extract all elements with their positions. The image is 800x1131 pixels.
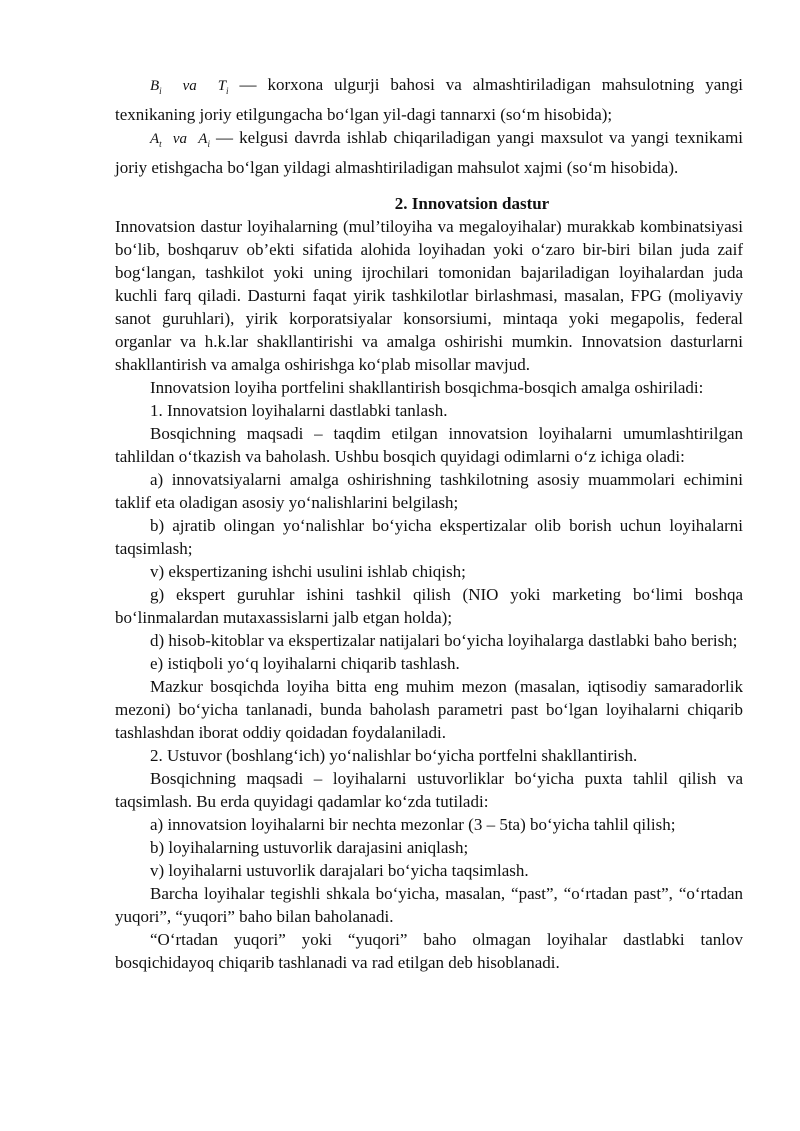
paragraph: Mazkur bosqichda loyiha bitta eng muhim mezon (masalan, iqtisodiy samaradorlik mezoni) bo‘yicha tanlanadi, bunda baholash parametri past bo‘lgan loyihalarni chiqarib tashlashdan iborat oddiy qoidadan foydalaniladi.: [115, 677, 743, 742]
list-item: v) loyihalarni ustuvorlik darajalari bo‘yicha taqsimlash.: [150, 861, 529, 880]
step-heading: 1. Innovatsion loyihalarni dastlabki tanlash.: [150, 401, 448, 420]
paragraph: Bosqichning maqsadi – taqdim etilgan innovatsion loyihalarni umumlashtirilgan tahlildan o‘tkazish va baholash. Ushbu bosqich quyidagi odimlarni o‘z ichiga oladi:: [115, 424, 743, 466]
list-item: e) istiqboli yo‘q loyihalarni chiqarib tashlash.: [150, 654, 460, 673]
section-heading: 2. Innovatsion dastur: [394, 194, 550, 213]
list-item: b) loyihalarning ustuvorlik darajasini aniqlash;: [150, 838, 469, 857]
list-item: a) innovatsiyalarni amalga oshirishning tashkilotning asosiy muammolari echimini taklif eta oladigan asosiy yo‘nalishlarini belgilash;: [115, 470, 743, 512]
paragraph: Innovatsion loyiha portfelini shakllantirish bosqichma-bosqich amalga oshiriladi:: [150, 378, 704, 397]
definition-text: — korxona ulgurji bahosi va almashtiriladigan mahsulotning yangi texnikaning joriy etilgungacha bo‘lgan yil-dagi tannarxi (so‘m hisobida);: [115, 75, 744, 124]
formula-symbol: $B_i$ va $T_i$: [150, 78, 229, 96]
list-item: g) ekspert guruhlar ishini tashkil qilish (NIO yoki marketing bo‘limi boshqa bo‘linmalardan mutaxassislarni jalb etgan holda);: [115, 585, 743, 627]
paragraph: Barcha loyihalar tegishli shkala bo‘yicha, masalan, “past”, “o‘rtadan past”, “o‘rtadan yuqori”, “yuqori” baho bilan baholanadi.: [115, 884, 743, 926]
paragraph: “O‘rtadan yuqori” yoki “yuqori” baho olmagan loyihalar dastlabki tanlov bosqichidayoq chiqarib tashlanadi va rad etilgan deb hisoblanadi.: [115, 930, 743, 972]
list-item: b) ajratib olingan yo‘nalishlar bo‘yicha ekspertizalar olib borish uchun loyihalarni taqsimlash;: [115, 516, 743, 558]
definition-line: [115, 126, 743, 179]
list-item: d) hisob-kitoblar va ekspertizalar natijalari bo‘yicha loyihalarga dastlabki baho berish;: [150, 631, 738, 650]
intro-paragraph: Innovatsion dastur loyihalarning (mul’tiloyiha va megaloyihalar) murakkab kombinatsiyasi bo‘lib, boshqaruv ob’ekti sifatida alohida loyihadan yoki o‘zaro bir-biri bilan juda zaif bog‘langan, tashkilot yoki uning ijrochilari tomonidan bajariladigan loyihalardan juda kuchli farq qiladi. Dasturni faqat yirik tashkilotlar birlashmasi, masalan, FPG (moliyaviy sanot guruhlari), yirik korporatsiyalar konsorsiumi, mintaqa yoki megapolis, federal organlar va h.k.lar shakllantirishi va amalga oshirishi mumkin. Innovatsion dasturlarni shakllantirish va amalga oshirishga ko‘plab misollar mavjud.: [115, 217, 743, 374]
step-heading: 2. Ustuvor (boshlang‘ich) yo‘nalishlar bo‘yicha portfelni shakllantirish.: [150, 746, 638, 765]
formula-symbol: $A_t$ va $A_i$: [150, 131, 210, 149]
list-item: v) ekspertizaning ishchi usulini ishlab chiqish;: [150, 562, 466, 581]
definition-text: — kelgusi davrda ishlab chiqariladigan yangi maxsulot va yangi texnikami joriy etishgacha bo‘lgan yildagi almashtiriladigan mahsulot xajmi (so‘m hisobida).: [115, 128, 744, 177]
definition-line: [115, 73, 743, 126]
paragraph: Bosqichning maqsadi – loyihalarni ustuvorliklar bo‘yicha puxta tahlil qilish va taqsimlash. Bu erda quyidagi qadamlar ko‘zda tutiladi:: [115, 769, 743, 811]
list-item: a) innovatsion loyihalarni bir nechta mezonlar (3 – 5ta) bo‘yicha tahlil qilish;: [150, 815, 676, 834]
